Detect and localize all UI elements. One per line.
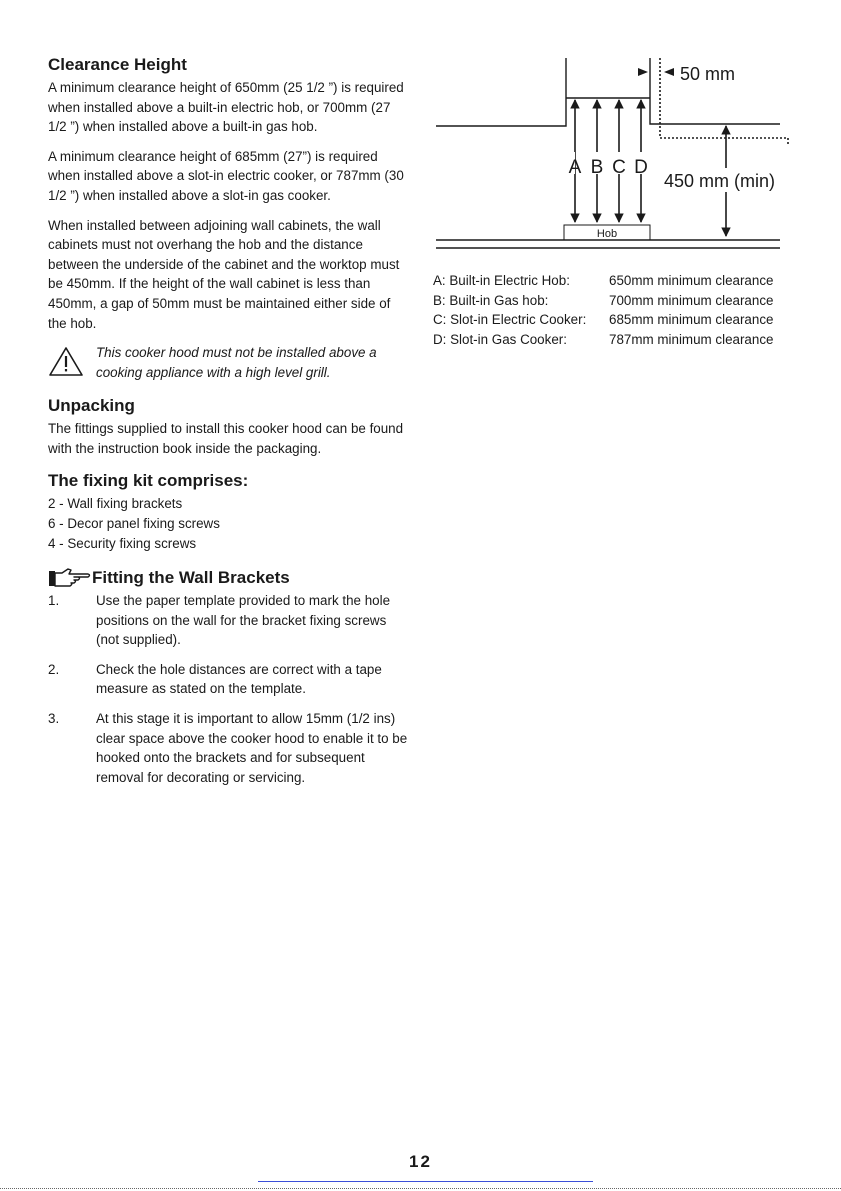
legend-row [433,310,803,330]
clearance-heading: Clearance Height [48,55,187,74]
step-number: 2. [48,661,60,677]
legend-label: C: Slot-in Electric Cooker: [433,312,587,328]
gap-label: 50 mm [680,64,736,84]
gap-arrow [638,68,674,76]
legend-row [433,291,803,311]
unpacking-section [48,395,408,458]
step-item [48,591,408,650]
letter-b: B [590,157,604,178]
warning-text: This cooker hood must not be installed above a cooking appliance with a high level grill. [96,345,377,381]
legend-row [433,330,803,350]
pointing-hand-icon [48,567,92,589]
letter-d: D [634,157,648,178]
height-label: 450 mm (min) [664,171,776,191]
hob-label: Hob [596,228,618,240]
step-number: 3. [48,711,60,727]
clearance-para-2: A minimum clearance height of 685mm (27”) is required when installed above a slot-in electric cooker, or 787mm (30 1/2 ”) when installed above a slot-in gas cooker. [48,148,404,203]
legend-value: 787mm minimum clearance [609,331,774,347]
step-text: Use the paper template provided to mark the hole positions on the wall for the bracket fixing screws (not supplied). [96,593,391,648]
legend-value: 685mm minimum clearance [609,312,774,328]
fitting-steps [48,591,408,787]
step-text: Check the hole distances are correct with a tape measure as stated on the template. [96,661,382,697]
kit-heading: The fixing kit comprises: [48,471,249,491]
footer-dotted-rule [0,1188,841,1189]
unpacking-heading: Unpacking [48,396,135,416]
left-column [48,54,408,797]
unpacking-text: The fittings supplied to install this cooker hood can be found with the instruction book inside the packaging. [48,421,404,456]
kit-item: 2 - Wall fixing brackets [48,496,183,512]
clearance-para-1: A minimum clearance height of 650mm (25 1/2 ”) is required when installed above a built-in electric hob, or 700mm (27 1/2 ”) when installed above a built-in gas hob. [48,80,404,135]
step-item [48,660,408,699]
legend-label: B: Built-in Gas hob: [433,292,549,308]
kit-item: 6 - Decor panel fixing screws [48,515,220,531]
hob-unit [564,225,650,240]
step-item [48,709,408,787]
clearance-diagram [430,52,800,256]
clearance-para-3: When installed between adjoining wall cabinets, the wall cabinets must not overhang the hob and the distance between the underside of the cabinet and the worktop must be 450mm. If the height of the wall cabinet is less than 450mm, a gap of 50mm must be maintained either side of the hob. [48,217,400,331]
kit-item: 4 - Security fixing screws [48,535,197,551]
legend-row [433,271,803,291]
legend-label: A: Built-in Electric Hob: [433,273,570,288]
clearance-legend [433,271,803,349]
step-text: At this stage it is important to allow 15mm (1/2 ins) clear space above the cooker hood to enable it to be hooked onto the brackets and for subsequent removal for decorating or servicing. [96,711,408,785]
worktop [436,240,780,248]
legend-value: 700mm minimum clearance [609,292,774,308]
step-number: 1. [48,593,60,609]
fitting-heading: Fitting the Wall Brackets [92,568,290,588]
letter-c: C [612,157,626,178]
fitting-header [48,567,408,589]
legend-value: 650mm minimum clearance [609,273,774,288]
kit-list [48,494,408,553]
legend-label: D: Slot-in Gas Cooker: [433,331,567,347]
warning-triangle-icon [48,343,88,382]
page-number: 12 [409,1152,432,1171]
kit-section [48,470,408,553]
footer-link-underline[interactable] [258,1181,593,1182]
warning-note [48,343,408,383]
letter-a: A [568,157,582,178]
